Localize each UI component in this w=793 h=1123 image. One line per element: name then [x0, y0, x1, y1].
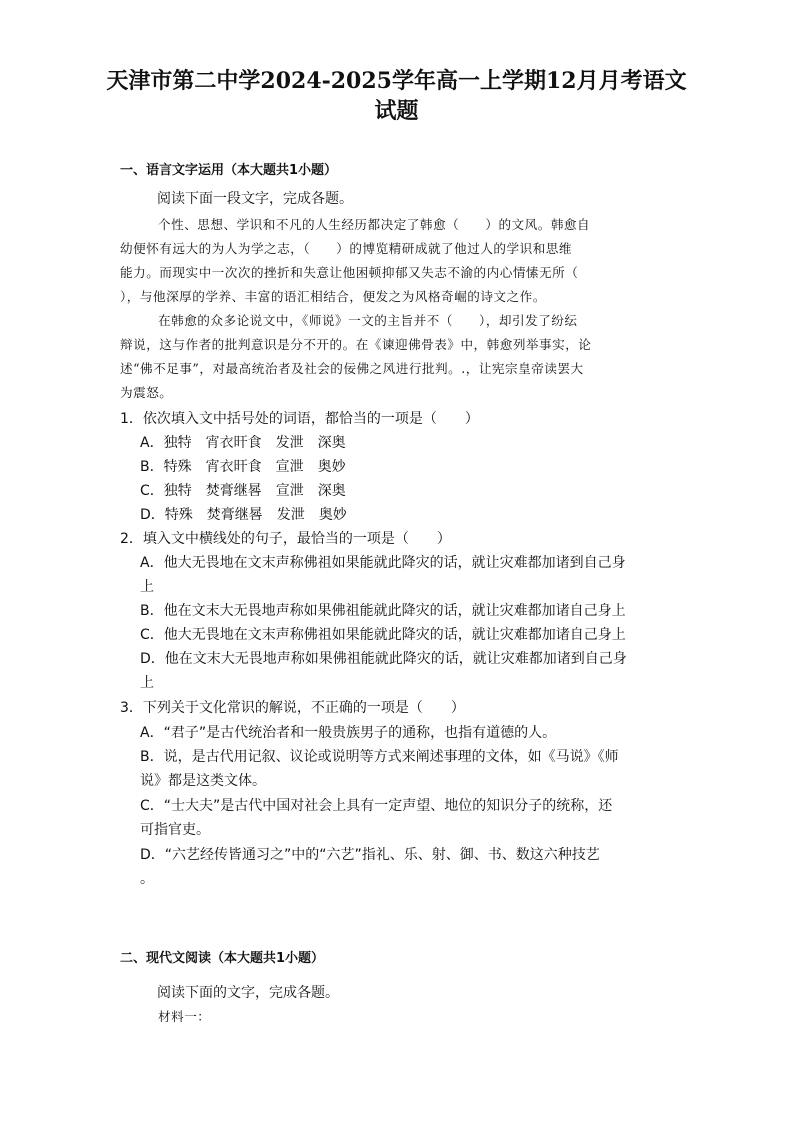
question-2-option-b: B．他在文末大无畏地声称如果佛祖能就此降灾的话，就让灾难都加诸自己身上: [140, 603, 626, 619]
question-2-option-c: C．他大无畏地在文末声称佛祖如果能就此降灾的话，就让灾难都加诸自己身上: [140, 627, 626, 643]
section-2-intro: 阅读下面的文字，完成各题。: [157, 985, 339, 1001]
passage-line: 辩说，这与作者的批判意识是分不开的。在《谏迎佛骨表》中，韩愈列举事实，论: [120, 337, 592, 352]
title-line-2: 试题: [374, 98, 419, 124]
passage-line: 为震怒。: [120, 385, 173, 400]
passage-line: ），与他深厚的学养、丰富的语汇相结合，便发之为风格奇崛的诗文之作。: [120, 289, 546, 304]
title-line-1: 天津市第二中学2024-2025学年高一上学期12月月考语文: [106, 68, 687, 94]
question-3-option-b-cont: 说》都是这类文体。: [140, 773, 266, 789]
question-1-option-c: C．独特 焚膏继晷 宣泄 深奥: [140, 483, 346, 499]
question-1-option-d: D．特殊 焚膏继晷 发泄 奥妙: [140, 507, 347, 523]
question-3-option-a: A．“君子”是古代统治者和一般贵族男子的通称，也指有道德的人。: [140, 725, 557, 741]
document-title: [100, 66, 693, 126]
passage-line: 幼便怀有远大的为人为学之志，（ ）的博览精研成就了他过人的学识和思维: [120, 241, 572, 256]
question-1-stem: 1．依次填入文中括号处的词语，都恰当的一项是（ ）: [120, 411, 479, 427]
question-2-stem: 2．填入文中横线处的句子，最恰当的一项是（ ）: [120, 531, 451, 547]
question-2-option-a: A．他大无畏地在文末声称佛祖如果能就此降灾的话，就让灾难都加诸到自己身: [140, 555, 626, 571]
passage-line: 在韩愈的众多论说文中，《师说》一文的主旨并不（ ），却引发了纷纭: [158, 313, 578, 328]
question-3-option-c-cont: 可指官吏。: [140, 822, 210, 838]
question-2-option-d-cont: 上: [140, 675, 154, 691]
question-3-option-d: D．“六艺经传皆通习之”中的“六艺”指礼、乐、射、御、书、数这六种技艺: [140, 847, 600, 863]
question-2-option-a-cont: 上: [140, 579, 154, 595]
material-label: 材料一：: [158, 1009, 211, 1024]
section-2-heading: 二、现代文阅读（本大题共1小题）: [120, 951, 325, 966]
question-3-option-c: C．“士大夫”是古代中国对社会上具有一定声望、地位的知识分子的统称，还: [140, 798, 613, 814]
section-1-heading: 一、语言文字运用（本大题共1小题）: [120, 163, 338, 178]
question-1-option-a: A．独特 宵衣旰食 发泄 深奥: [140, 435, 346, 451]
question-1-option-b: B．特殊 宵衣旰食 宣泄 奥妙: [140, 459, 346, 475]
question-3-option-d-cont: 。: [140, 871, 154, 887]
question-3-stem: 3．下列关于文化常识的解说，不正确的一项是（ ）: [120, 700, 465, 716]
passage-line: 述“佛不足事”，对最高统治者及社会的佞佛之风进行批判。.，让宪宗皇帝读罢大: [120, 361, 584, 376]
question-3-option-b: B．说，是古代用记叙、议论或说明等方式来阐述事理的文体，如《马说》《师: [140, 749, 619, 765]
section-1-intro: 阅读下面一段文字，完成各题。: [157, 191, 353, 207]
passage-line: 个性、思想、学识和不凡的人生经历都决定了韩愈（ ）的文风。韩愈自: [158, 217, 591, 232]
question-2-option-d: D．他在文末大无畏地声称如果佛祖能就此降灾的话，就让灾难都加诸到自己身: [140, 651, 627, 667]
passage-line: 能力。而现实中一次次的挫折和失意让他困顿抑郁又失志不渝的内心情愫无所（: [120, 265, 579, 280]
